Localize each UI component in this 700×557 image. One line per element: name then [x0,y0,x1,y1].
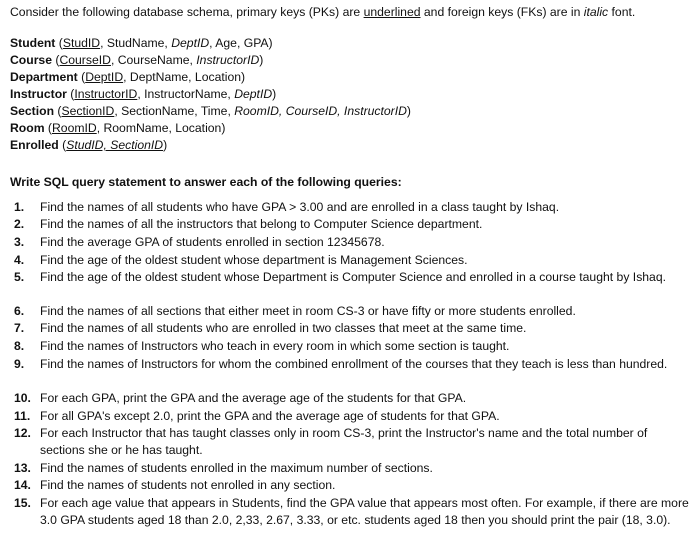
question-text: Find the names of students not enrolled in any section. [40,478,336,492]
paren: ( [66,87,75,101]
list-item [14,234,694,251]
question-text: Find the names of students enrolled in the maximum number of sections. [40,461,433,475]
question-number: 4. [14,253,25,267]
list-item [14,356,694,373]
question-number: 9. [14,357,25,371]
question-text: Find the names of all students who are enrolled in two classes that meet at the same time. [40,321,527,335]
list-item [14,460,694,477]
schema-student [10,35,273,51]
primary-key: InstructorID [74,87,138,101]
question-number: 11. [14,409,31,423]
attributes: , DeptName, Location) [123,70,246,84]
list-item [14,252,694,269]
question-text: Find the names of all sections that either meet in room CS-3 or have fifty or more students enrolled. [40,304,576,318]
schema-room [10,120,225,136]
question-text: Find the age of the oldest student whose department is Management Sciences. [40,253,468,267]
list-item [14,303,694,320]
intro-underlined-word: underlined [363,5,421,19]
intro-text-1: Consider the following database schema, primary keys (PKs) are [10,5,364,19]
list-item [14,425,694,458]
schema-instructor [10,86,276,102]
intro-text-2: and foreign keys (FKs) are in [420,5,584,19]
question-text: Find the names of all students who have GPA > 3.00 and are enrolled in a class taught by Ishaq. [40,200,560,214]
table-name: Instructor [10,87,67,101]
question-number: 7. [14,321,25,335]
table-name: Enrolled [10,138,59,152]
schema-enrolled [10,137,167,153]
question-text: Find the names of Instructors who teach in every room in which some section is taught. [40,339,510,353]
paren: ( [58,138,67,152]
table-name: Department [10,70,78,84]
paren: ( [77,70,86,84]
question-number: 1. [14,200,25,214]
question-number: 14. [14,478,31,492]
question-text: Find the names of all the instructors that belong to Computer Science department. [40,217,483,231]
question-text: For each GPA, print the GPA and the average age of the students for that GPA. [40,391,467,405]
attributes: , RoomName, Location) [96,121,226,135]
schema-department [10,69,245,85]
attributes: , InstructorName, [137,87,235,101]
list-item [14,216,694,233]
question-number: 5. [14,270,25,284]
primary-key: DeptID [85,70,124,84]
questions-heading: Write SQL query statement to answer each of the following queries: [10,175,402,189]
question-number: 6. [14,304,25,318]
attributes: , SectionName, Time, [114,104,235,118]
paren: ( [44,121,52,135]
intro-italic-word: italic [583,5,609,19]
question-text: For each Instructor that has taught classes only in room CS-3, print the Instructor's name and the total number of sections she or he has taught. [40,426,648,457]
list-item [14,320,694,337]
schema-course [10,52,263,68]
question-number: 15. [14,496,31,510]
question-number: 12. [14,426,31,440]
list-item [14,495,694,528]
table-name: Section [10,104,55,118]
table-name: Course [10,53,52,67]
paren: ( [52,53,60,67]
question-text: For each age value that appears in Students, find the GPA value that appears most often. For example, if there are more 3.0 GPA students aged 18 than 2.0, 2,33, 2.67, 3.33, or etc. students aged 18 then you should print the pair (18, 3.0). [40,496,689,527]
primary-key: StudID [62,36,101,50]
list-item [14,390,694,407]
paren: ( [54,104,62,118]
attributes-tail: ) [406,104,411,118]
list-item [14,269,694,286]
intro-paragraph [10,4,635,20]
table-name: Room [10,121,45,135]
primary-key: SectionID [61,104,115,118]
list-item [14,199,694,216]
question-number: 10. [14,391,31,405]
foreign-key: DeptID [171,36,210,50]
primary-key: RoomID [51,121,97,135]
attributes: , CourseName, [110,53,197,67]
attributes: , StudName, [100,36,172,50]
question-text: Find the age of the oldest student whose Department is Computer Science and enrolled in a course taught by Ishaq. [40,270,667,284]
question-text: For all GPA's except 2.0, print the GPA and the average age of students for that GPA. [40,409,500,423]
question-text: Find the names of Instructors for whom the combined enrollment of the courses that they teach is less than hundred. [40,357,668,371]
attributes-tail: ) [259,53,264,67]
list-item [14,477,694,494]
foreign-key: InstructorID [196,53,260,67]
list-item [14,408,694,425]
primary-key: CourseID [59,53,111,67]
paren: ( [55,36,63,50]
question-number: 2. [14,217,25,231]
question-number: 13. [14,461,31,475]
schema-section [10,103,411,119]
question-text: Find the average GPA of students enrolled in section 12345678. [40,235,385,249]
question-number: 3. [14,235,25,249]
intro-text-3: font. [608,5,636,19]
table-name: Student [10,36,56,50]
attributes-tail: ) [163,138,168,152]
primary-foreign-key: StudID, SectionID [66,138,164,152]
foreign-key: DeptID [234,87,273,101]
foreign-key: RoomID, CourseID, InstructorID [234,104,407,118]
list-item [14,338,694,355]
question-number: 8. [14,339,25,353]
attributes-tail: , Age, GPA) [209,36,273,50]
attributes-tail: ) [272,87,277,101]
